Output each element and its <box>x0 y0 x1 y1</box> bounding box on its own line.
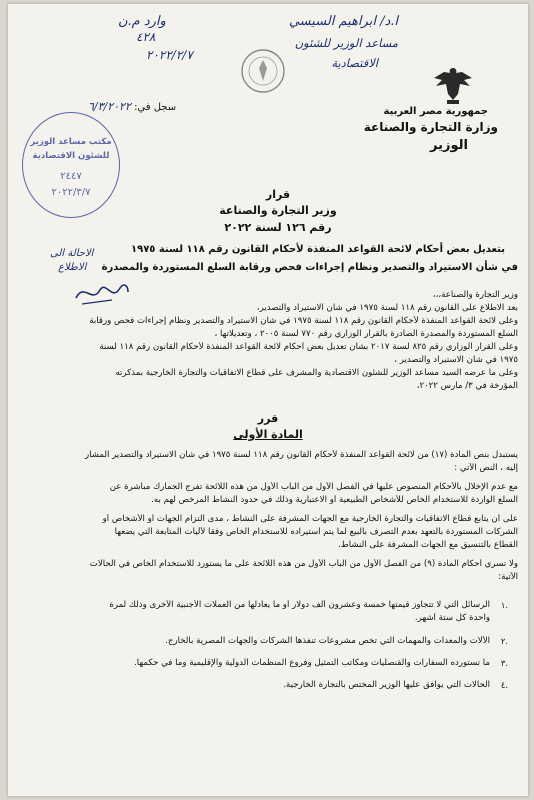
preamble-line: المؤرخة في ٣/ مارس ٢٠٢٢، <box>416 381 518 391</box>
article-line: السلع الواردة للاستخدام الخاص للأشخاص الطبيعية أو الاعتبارية وذلك في حدود النشاط المرخص لهم به. <box>151 495 518 505</box>
handwritten-recipient-title: مساعد الوزير للشئون <box>294 36 398 50</box>
registered-label: سجل في: <box>134 102 177 113</box>
decree-subject-2: في شأن الاستيراد والتصدير ونظام إجراءات فحص ورقابة السلع المستوردة والمصدرة <box>101 262 518 273</box>
decree-subject-1: بتعديل بعض أحكام لائحة القواعد المنفذة لأحكام القانون رقم ١١٨ لسنة ١٩٧٥ <box>130 244 506 255</box>
case-text: الآلات والمعدات والمهمات التي تخص مشروعات تنفذها الشركات والجهات المصرية بالخارج. <box>165 636 490 646</box>
preamble-line: وعلى ما عرضه السيد مساعد الوزير للشئون الاقتصادية والمشرف على قطاع الاتفاقيات والتجارة الخارجية بمذكرته <box>115 368 518 378</box>
stamp-number: ٢٤٤٧ <box>60 171 82 182</box>
stamp-date: ٢٠٢٢/٣/٧ <box>51 187 91 198</box>
case-text: الرسائل التي لا تتجاوز قيمتها خمسة وعشرون ألف دولار أو ما يعادلها من العملات الأجنبية الأخرى وذلك لمرة <box>109 600 490 610</box>
stamp-line1: مكتب مساعد الوزير <box>30 137 112 147</box>
case-text: واحدة كل ستة أشهر. <box>414 613 490 623</box>
document-page <box>8 4 528 796</box>
case-text: ما تستورده السفارات والقنصليات ومكاتب التمثيل وفروع المنظمات الدولية والإقليمية وما في حكمها. <box>134 658 490 668</box>
decides-heading: قرر <box>257 412 279 425</box>
handwritten-recipient: ا.د/ ابراهيم السيسي <box>288 14 398 29</box>
stamp-line2: للشئون الاقتصادية <box>32 151 110 161</box>
office-stamp <box>22 112 120 218</box>
handwritten-inbox-number: ٤٢٨ <box>136 30 156 44</box>
header-minister: الوزير <box>430 138 468 153</box>
article-line: يستبدل بنص المادة (١٧) من لائحة القواعد المنفذة لأحكام القانون رقم ١١٨ لسنة ١٩٧٥ في شأن الاستيراد والتصدير المشار <box>85 450 518 460</box>
case-number: ٢. <box>500 636 508 646</box>
preamble-line: ١٩٧٥ في شأن الاستيراد والتصدير ، <box>394 355 518 365</box>
eagle-emblem-icon <box>430 64 476 108</box>
article-line: على أن يتابع قطاع الاتفاقيات والتجارة الخارجية مع الجهات المشرفة على النشاط ، مدى التزام الجهات أو الأشخاص أو <box>102 514 518 524</box>
preamble-line: وعلى لائحة القواعد المنفذة لأحكام القانون رقم ١١٨ لسنة ١٩٧٥ في شأن الاستيراد والتصدير ونظام إجراءات فحص ورقابة <box>89 316 518 326</box>
header-country: جمهورية مصر العربية <box>383 106 488 117</box>
handwritten-inbox-date: ٢٠٢٢/٢/٧ <box>146 48 193 62</box>
case-text: الحالات التي يوافق عليها الوزير المختص بالتجارة الخارجية. <box>283 680 490 690</box>
registered-date: ٦/٣/٢٠٢٢ <box>88 100 131 113</box>
article-line: ولا تسري أحكام المادة (٩) من الفصل الأول من الباب الأول من هذه اللائحة على ما يستورد للاستخدام الخاص في الحالات <box>89 559 518 569</box>
registered-row <box>88 100 176 113</box>
decree-title: قرار <box>265 188 291 201</box>
margin-note-2: الاطلاع <box>58 262 87 273</box>
handwritten-inbox-note: وارد م.ن <box>118 14 166 29</box>
decree-number: رقم ١٢٦ لسنة ٢٠٢٢ <box>224 221 332 234</box>
margin-note-1: الاحالة الى <box>50 248 94 259</box>
article-line: القطاع بالتنسيق مع الجهات المشرفة على النشاط. <box>338 540 518 550</box>
case-number: ١. <box>500 600 508 610</box>
article-line: إليه ، النص الآتي : <box>454 463 518 473</box>
article-line: مع عدم الإخلال بالأحكام المنصوص عليها في الفصل الأول من الباب الأول من هذه اللائحة تفرج الجمارك مباشرة عن <box>109 482 518 492</box>
article-line: الآتية: <box>498 572 518 582</box>
preamble-line: وعلى القرار الوزاري رقم ٨٢٥ لسنة ٢٠١٧ بشأن تعديل بعض أحكام لائحة القواعد المنفذة لأحكام القانون رقم ١١٨ لسنة <box>99 342 518 352</box>
preamble-line: وزير التجارة والصناعة،،، <box>432 290 518 300</box>
preamble-line: بعد الاطلاع على القانون رقم ١١٨ لسنة ١٩٧٥ في شأن الاستيراد والتصدير، <box>256 303 518 313</box>
case-number: ٣. <box>500 658 508 668</box>
article1-heading: المادة الأولى <box>233 428 303 441</box>
handwritten-recipient-title2: الاقتصادية <box>331 56 378 70</box>
article-line: الشركات المستوردة بالتعهد بعدم التصرف بالبيع لما يتم استيراده للاستخدام الخاص وفقا لآليات المتابعة التي يضعها <box>114 527 518 537</box>
header-ministry: وزارة التجارة والصناعة <box>363 120 498 134</box>
ministry-seal <box>240 48 286 94</box>
case-number: ٤. <box>500 680 508 690</box>
decree-issuer: وزير التجارة والصناعة <box>219 204 337 217</box>
preamble-line: السلع المستوردة والمصدرة الصادرة بالقرار الوزاري رقم ٧٧٠ لسنة ٢٠٠٥ ، وتعديلاتها ، <box>214 329 518 339</box>
